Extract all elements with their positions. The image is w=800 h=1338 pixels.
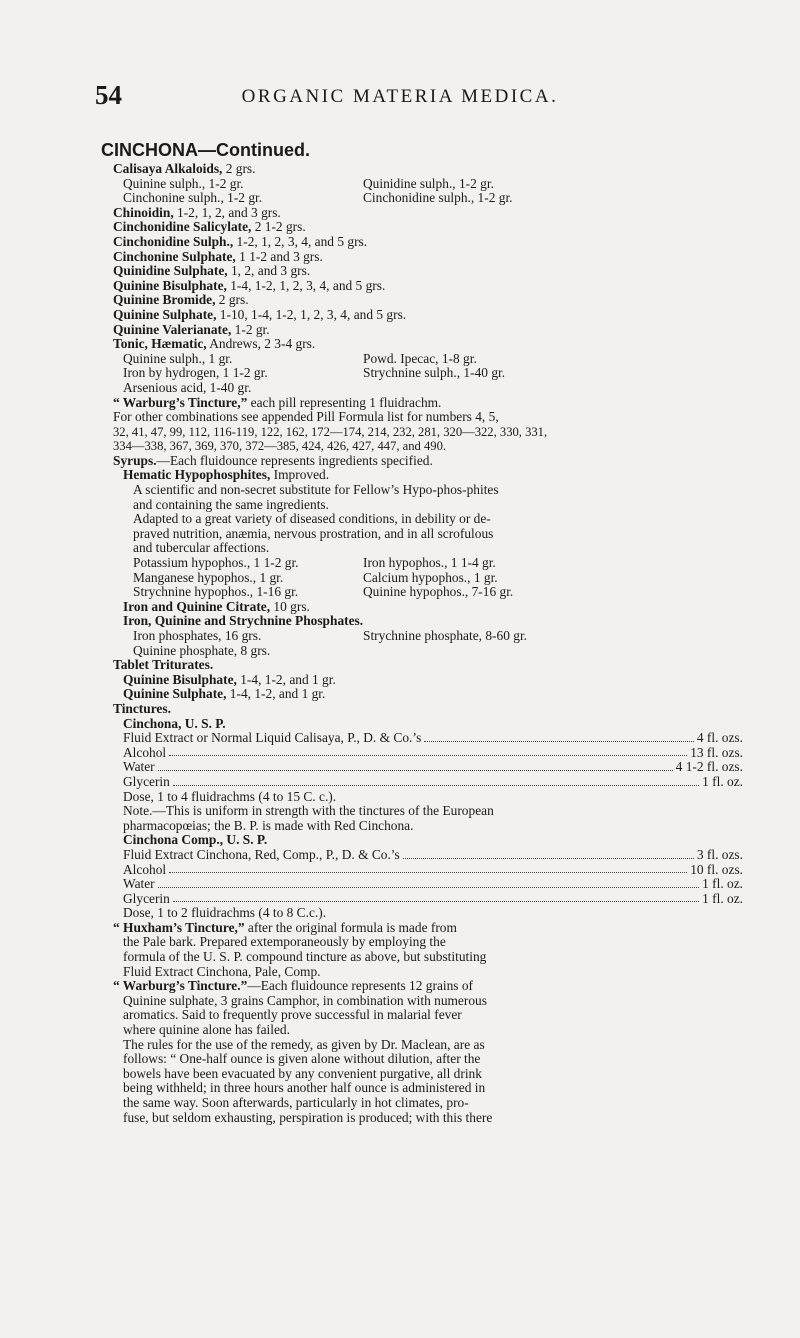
leader-dots [169,863,687,874]
formula-quantity: 13 fl. ozs. [690,744,743,760]
text-line: follows: “ One-half ounce is given alone without dilution, after the [123,1051,481,1067]
ingredient-row [113,556,743,571]
entry-warburg-pill [113,396,743,411]
formula-quantity: 3 fl. ozs. [696,846,743,862]
entry-text: 1 1-2 and 3 grs. [235,248,323,264]
dose-line: Dose, 1 to 4 fluidrachms (4 to 15 C. c.). [123,788,337,804]
ingredient: Quinidine sulph., 1-2 gr. [363,175,494,191]
running-head: ORGANIC MATERIA MEDICA. [241,86,559,107]
entry [113,250,743,265]
entry-title: Tonic, Hæmatic, [113,336,207,352]
ingredient: Iron hypophos., 1 1-4 gr. [363,555,496,571]
entry [113,235,743,250]
formula-ingredient: Alcohol [123,744,167,760]
ingredient: Powd. Ipecac, 1-8 gr. [363,350,477,366]
text-line: Quinine sulphate, 3 grains Camphor, in combination with numerous [123,992,487,1008]
entry-text: 2 grs. [215,292,249,308]
ingredient: Quinine sulph., 1-2 gr. [123,175,244,191]
entry-text: 1-2 gr. [231,321,270,337]
entry-title: “ Warburg’s Tincture.” [113,978,248,994]
entry-text: each pill representing 1 fluidrachm. [247,394,442,410]
entry-title: Hematic Hypophosphites, [123,467,271,483]
ingredient: Cinchonine sulph., 1-2 gr. [123,190,263,206]
entry-title: Quinine Bisulphate, [113,277,227,293]
ingredient: Potassium hypophos., 1 1-2 gr. [133,555,299,571]
entry-title: “ Huxham’s Tincture,” [113,919,245,935]
entry-title: Iron and Quinine Citrate, [123,598,271,614]
dose-line: Dose, 1 to 2 fluidrachms (4 to 8 C.c.). [123,905,327,921]
entry-title: Quinine Bromide, [113,292,216,308]
ingredient: Quinine hypophos., 7-16 gr. [363,584,514,600]
entry-title: Cinchonidine Sulph., [113,233,234,249]
ingredient-row [113,191,743,206]
leader-dots [424,731,694,742]
ingredient: Calcium hypophos., 1 gr. [363,569,498,585]
entry-warburg-tincture [113,979,743,994]
entry-title: Iron, Quinine and Strychnine Phosphates. [123,613,364,629]
text-line: The rules for the use of the remedy, as given by Dr. Maclean, are as [123,1036,485,1052]
entry-text: 2 grs. [222,161,256,176]
leader-dots [173,892,699,903]
entry-text: —Each fluidounce represents 12 grains of [247,978,474,994]
leader-dots [158,760,673,771]
section-heading: CINCHONA—Continued. [101,140,310,160]
entry-title: Cinchonidine Salicylate, [113,219,252,235]
entry-title: Syrups. [113,452,157,468]
text-line: and containing the same ingredients. [133,496,329,512]
formula-ingredient: Glycerin [123,890,170,906]
formula-row [113,877,743,892]
text-line: bowels have been evacuated by any convenient purgative, all drink [123,1065,482,1081]
formula-row [113,760,743,775]
ingredient: Arsenious acid, 1-40 gr. [123,379,252,395]
entry-text: 1-4, 1-2, and 1 gr. [236,671,336,687]
entry-iron-quinine [113,600,743,615]
ingredient-row [113,366,743,381]
entry-text: 1-10, 1-4, 1-2, 1, 2, 3, 4, and 5 grs. [216,306,407,322]
text-line: Fluid Extract Cinchona, Pale, Comp. [123,963,321,979]
ingredient: Iron phosphates, 16 grs. [133,628,262,643]
text-line: and tubercular affections. [133,540,270,556]
text-line: aromatics. Said to frequently prove successful in malarial fever [123,1007,462,1023]
text-line: fuse, but seldom exhausting, perspiration is produced; with this there [123,1109,493,1125]
text-line: 32, 41, 47, 99, 112, 116-119, 122, 162, 172—174, 214, 232, 281, 320—322, 330, 331, [113,424,548,439]
formula-row [113,731,743,746]
entry-huxham [113,921,743,936]
entry-text: 10 grs. [270,598,310,614]
entry [113,293,743,308]
entry-text: 1-4, 1-2, 1, 2, 3, 4, and 5 grs. [226,277,386,293]
formula-ingredient: Water [123,876,155,892]
formula-ingredient: Alcohol [123,861,167,877]
entry [113,206,743,221]
text-line: the same way. Soon afterwards, particularly in hot climates, pro- [123,1095,469,1110]
formula-row [113,863,743,878]
entry-title: Cinchona Comp., U. S. P. [123,832,268,848]
text-line: A scientific and non-secret substitute for Fellow’s Hypo-phos-phites [133,482,499,498]
entry-list [113,206,743,337]
formula-quantity: 4 fl. ozs. [696,730,743,746]
entry [113,687,743,702]
formula-quantity: 1 fl. oz. [702,773,743,789]
text-line: praved nutrition, anæmia, nervous prostration, and in all scrofulous [133,525,494,541]
entry-tinctures: Tinctures. [113,700,171,716]
formula-quantity: 4 1-2 fl. ozs. [675,759,743,775]
text-line: the Pale bark. Prepared extemporaneously by employing the [123,934,446,950]
ingredient-row [113,629,743,644]
text-line: For other combinations see appended Pill Formula list for numbers 4, 5, [113,409,499,425]
ingredient-row [113,352,743,367]
formula-row [113,746,743,761]
text-line: where quinine alone has failed. [123,1022,290,1038]
formula-ingredient: Glycerin [123,773,170,789]
entry-title: Chinoidin, [113,204,174,220]
ingredient: Strychnine sulph., 1-40 gr. [363,365,506,381]
leader-dots [169,746,687,757]
page-number: 54 [95,80,122,110]
entry-text: —Each fluidounce represents ingredients specified. [156,452,433,468]
formula-row [113,892,743,907]
entry-title: Quinine Valerianate, [113,321,232,337]
ingredient: Quinine phosphate, 8 grs. [133,642,271,658]
entry-tonic [113,337,743,352]
ingredient-row [113,585,743,600]
ingredient: Strychnine hypophos., 1-16 gr. [133,584,299,600]
entry [113,279,743,294]
leader-dots [403,848,694,859]
entry-title: Quinine Bisulphate, [123,671,237,687]
entry-iron-quinine-strychnine [113,614,743,629]
text-line: Adapted to a great variety of diseased conditions, in debility or de- [133,511,491,527]
entry-text: Improved. [270,467,330,483]
page-content [101,138,743,1125]
ingredient: Cinchonidine sulph., 1-2 gr. [363,190,513,206]
formula-row [113,775,743,790]
entry [113,308,743,323]
entry [113,220,743,235]
ingredient: Iron by hydrogen, 1 1-2 gr. [123,365,268,381]
leader-dots [158,877,699,888]
text-line: being withheld; in three hours another half ounce is administered in [123,1080,486,1096]
ingredient: Manganese hypophos., 1 gr. [133,569,284,585]
leader-dots [173,775,699,786]
ingredient-row [113,177,743,192]
entry-text: 1-2, 1, 2, and 3 grs. [173,204,281,220]
formula-ingredient: Fluid Extract or Normal Liquid Calisaya, P., D. & Co.’s [123,730,422,746]
entry-syrups [113,454,743,469]
entry-title: Cinchona, U. S. P. [123,715,226,731]
entry-text: 2 1-2 grs. [251,219,306,235]
entry-hematic [113,468,743,483]
entry [113,323,743,338]
formula-quantity: 10 fl. ozs. [690,861,743,877]
entry-text: 1-4, 1-2, and 1 gr. [226,686,326,702]
formula-quantity: 1 fl. oz. [702,876,743,892]
entry-title: Cinchonine Sulphate, [113,248,236,264]
entry-calisaya [113,162,743,177]
note-line: Note.—This is uniform in strength with the tinctures of the European [123,803,494,819]
ingredient: Quinine sulph., 1 gr. [123,350,233,366]
entry-tablet-triturates: Tablet Triturates. [113,657,214,673]
entry-title: Quinine Sulphate, [123,686,227,702]
formula-ingredient: Fluid Extract Cinchona, Red, Comp., P., D. & Co.’s [123,846,400,862]
entry-text: 1, 2, and 3 grs. [227,263,311,279]
note-line: pharmacopœias; the B. P. is made with Red Cinchona. [123,817,414,833]
formula-row [113,848,743,863]
ingredient-row [113,571,743,586]
entry-text: Andrews, 2 3-4 grs. [206,336,316,352]
text-line: 334—338, 367, 369, 370, 372—385, 424, 426, 427, 447, and 490. [113,439,447,454]
formula-ingredient: Water [123,759,155,775]
entry-title: “ Warburg’s Tincture,” [113,394,248,410]
entry [113,264,743,279]
formula-quantity: 1 fl. oz. [702,890,743,906]
entry-text: 1-2, 1, 2, 3, 4, and 5 grs. [233,233,368,249]
entry-title: Quinidine Sulphate, [113,263,228,279]
text-line: formula of the U. S. P. compound tincture as above, but substituting [123,949,487,965]
ingredient: Strychnine phosphate, 8-60 gr. [363,628,528,643]
entry-title: Quinine Sulphate, [113,306,217,322]
entry-title: Calisaya Alkaloids, [113,161,223,176]
entry-text: after the original formula is made from [244,919,457,935]
entry [113,673,743,688]
